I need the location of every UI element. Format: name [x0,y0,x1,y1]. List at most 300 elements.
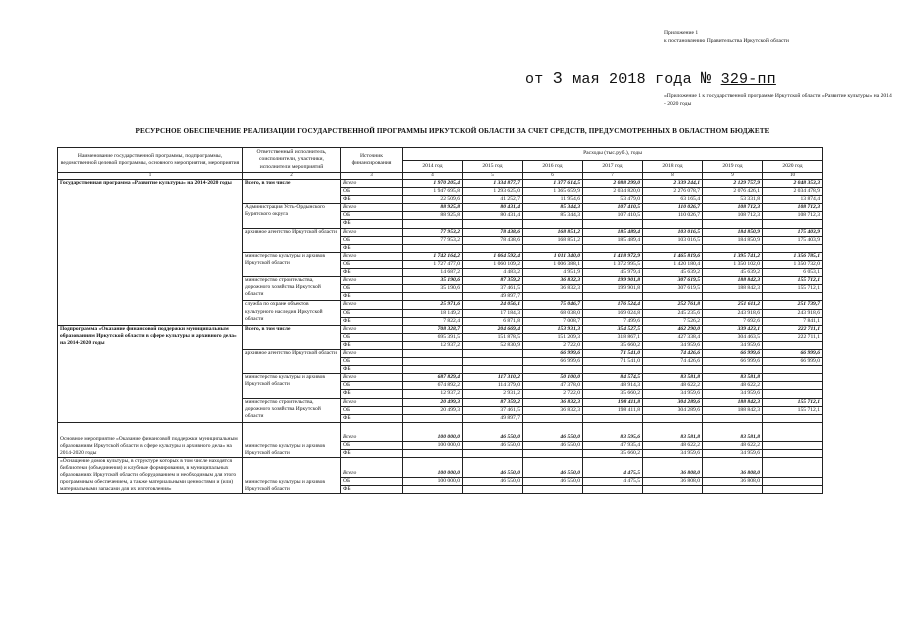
amount-cell: 2 339 244,1 [643,180,703,188]
amount-cell: 37 461,5 [463,285,523,293]
source-cell: ОБ [341,441,403,449]
resource-table [57,147,823,494]
amount-cell: 188 842,3 [703,285,763,293]
amount-cell: 168 851,2 [523,228,583,236]
amount-cell: 75 046,7 [523,301,583,309]
amount-cell: 153 931,3 [523,325,583,333]
amount-cell: 47 935,4 [583,441,643,449]
source-cell: Всего [341,301,403,309]
amount-cell: 53 331,8 [703,196,763,204]
amount-cell [763,414,823,422]
source-cell: Всего [341,458,403,478]
source-cell: Всего [341,422,403,441]
amount-cell [463,349,523,357]
amount-cell: 1 356 785,1 [763,252,823,260]
amount-cell [583,220,643,228]
amount-cell: 251 611,2 [703,301,763,309]
amount-cell: 2 076 426,1 [703,188,763,196]
amount-cell [583,244,643,252]
amount-cell: 1 970 205,4 [403,180,463,188]
amount-cell: 53 479,0 [583,196,643,204]
source-cell: ОБ [341,309,403,317]
amount-cell: 45 639,2 [643,269,703,277]
source-cell: Всего [341,252,403,260]
amount-cell: 71 541,0 [583,358,643,366]
amount-cell: 151 209,3 [523,333,583,341]
amount-cell [703,244,763,252]
year-header: 2017 год [583,161,643,173]
amount-cell: 11 954,6 [523,196,583,204]
amount-cell: 36 808,0 [643,477,703,485]
amount-cell: 695 391,5 [403,333,463,341]
amount-cell: 184 850,9 [703,236,763,244]
amount-cell: 36 832,3 [523,406,583,414]
amount-cell: 46 550,0 [523,477,583,485]
amount-cell: 6 871,8 [463,317,523,325]
amount-cell: 36 808,0 [643,458,703,478]
amount-cell: 18 149,2 [403,309,463,317]
source-cell: ОБ [341,382,403,390]
source-cell: ОБ [341,285,403,293]
amount-cell [523,220,583,228]
amount-cell: 2 034 820,0 [583,188,643,196]
amount-cell [463,486,523,494]
source-cell: ОБ [341,406,403,414]
col-header-source: Источник финансирования [341,148,403,173]
amount-cell: 427 338,4 [643,333,703,341]
amount-cell: 708 328,7 [403,325,463,333]
source-cell: ОБ [341,358,403,366]
amount-cell [763,486,823,494]
amount-cell [763,244,823,252]
amount-cell: 108 712,3 [703,204,763,212]
amount-cell: 339 423,1 [703,325,763,333]
amount-cell: 222 711,1 [763,325,823,333]
source-cell: ФБ [341,486,403,494]
amount-cell: 1 420 180,4 [643,260,703,268]
amount-cell: 78 438,6 [463,236,523,244]
table-row [58,422,823,441]
amount-cell [523,486,583,494]
amount-cell: 50 100,0 [523,374,583,382]
amount-cell: 176 524,4 [583,301,643,309]
amount-cell: 1 060 109,2 [463,260,523,268]
amount-cell: 188 842,3 [703,398,763,406]
amount-cell [583,486,643,494]
amount-cell: 100 000,0 [403,458,463,478]
source-cell: ОБ [341,477,403,485]
amount-cell: 2 034 478,9 [763,188,823,196]
amount-cell: 184 850,9 [703,228,763,236]
amount-cell: 77 953,2 [403,228,463,236]
amount-cell: 17 184,3 [463,309,523,317]
year-header: 2015 год [463,161,523,173]
source-cell: ОБ [341,260,403,268]
amount-cell: 4 951,9 [523,269,583,277]
amount-cell: 13 874,4 [763,196,823,204]
amount-cell: 251 739,7 [763,301,823,309]
amount-cell: 34 959,6 [643,341,703,349]
col-header-program: Наименование государственной программы, подпрограммы, ведомственной целевой программы, основного мероприятия, мероприятия [58,148,243,173]
amount-cell [583,293,643,301]
amount-cell: 66 999,6 [523,358,583,366]
amount-cell: 7 008,7 [523,317,583,325]
column-number: 9 [703,173,763,180]
amount-cell: 198 411,8 [583,406,643,414]
amount-cell [523,293,583,301]
amount-cell: 36 808,0 [703,458,763,478]
amount-cell: 2 088 299,0 [583,180,643,188]
executor-cell: архивное агентство Иркутской области [243,228,341,252]
number-sign: № [701,70,712,89]
amount-cell: 1 395 741,2 [703,252,763,260]
table-row [58,325,823,333]
amount-cell [463,244,523,252]
amount-cell: 34 959,6 [703,390,763,398]
amount-cell: 12 937,2 [403,341,463,349]
amount-cell [763,374,823,382]
executor-cell: министерство культуры и архивов Иркутской области [243,422,341,457]
amount-cell: 85 344,3 [523,212,583,220]
source-cell: ФБ [341,317,403,325]
amount-cell: 110 026,7 [643,212,703,220]
amount-cell: 1 742 164,2 [403,252,463,260]
year-header: 2014 год [403,161,463,173]
amount-cell: 83 595,6 [583,422,643,441]
amount-cell: 71 541,0 [583,349,643,357]
amount-cell: 4 483,2 [463,269,523,277]
program-appendix-note: «Приложение 1 к государственной программе Иркутской области «Развитие культуры» на 2014 - 2020 годы [664,93,892,107]
amount-cell: 46 550,0 [463,458,523,478]
amount-cell [463,366,523,374]
appendix-header [664,30,894,45]
col-header-executor: Ответственный исполнитель, соисполнители, участники, исполнители мероприятий [243,148,341,173]
amount-cell [523,366,583,374]
amount-cell: 204 669,4 [463,325,523,333]
amount-cell: 462 290,0 [643,325,703,333]
appendix-label: Приложение 1 [664,30,699,36]
executor-cell: министерство строительства, дорожного хозяйства Иркутской области [243,398,341,422]
column-number: 2 [243,173,341,180]
source-cell: ФБ [341,269,403,277]
amount-cell [523,414,583,422]
amount-cell: 100 000,0 [403,441,463,449]
amount-cell: 52 830,9 [463,341,523,349]
amount-cell: 49 897,7 [463,293,523,301]
amount-cell: 2 129 757,9 [703,180,763,188]
amount-cell: 674 892,2 [403,382,463,390]
amount-cell: 100 000,0 [403,477,463,485]
amount-cell: 155 712,1 [763,285,823,293]
amount-cell [763,449,823,457]
amount-cell: 66 999,0 [763,358,823,366]
year-header: 2016 год [523,161,583,173]
table-row [58,180,823,188]
amount-cell: 34 959,6 [643,449,703,457]
table-row [58,458,823,478]
source-cell: ФБ [341,366,403,374]
amount-cell [763,341,823,349]
amount-cell: 252 761,8 [643,301,703,309]
amount-cell: 20 499,3 [403,406,463,414]
amount-cell: 2 276 078,7 [643,188,703,196]
amount-cell [643,244,703,252]
amount-cell: 49 897,7 [463,414,523,422]
amount-cell [523,449,583,457]
amount-cell: 24 056,1 [463,301,523,309]
amount-cell: 243 918,6 [763,309,823,317]
source-cell: Всего [341,349,403,357]
amount-cell: 243 918,6 [703,309,763,317]
amount-cell: 34 959,6 [703,341,763,349]
amount-cell: 108 712,3 [763,204,823,212]
amount-cell: 88 925,8 [403,204,463,212]
column-number: 4 [403,173,463,180]
amount-cell: 46 550,0 [523,458,583,478]
amount-cell [763,382,823,390]
amount-cell: 117 310,2 [463,374,523,382]
amount-cell: 66 999,6 [763,349,823,357]
amount-cell: 2 048 353,3 [763,180,823,188]
page-title: РЕСУРСНОЕ ОБЕСПЕЧЕНИЕ РЕАЛИЗАЦИИ ГОСУДАРСТВЕННОЙ ПРОГРАММЫ ИРКУТСКОЙ ОБЛАСТИ ЗА СЧЕТ СРЕДСТВ, ПРЕДУСМОТРЕННЫХ В ОБЛАСТНОМ БЮДЖЕТЕ [135,127,770,135]
amount-cell: 1 372 995,5 [583,260,643,268]
amount-cell: 222 711,1 [763,333,823,341]
amount-cell: 7 499,6 [583,317,643,325]
amount-cell: 48 622,2 [643,441,703,449]
amount-cell: 6 053,1 [763,269,823,277]
amount-cell: 37 461,5 [463,406,523,414]
amount-cell: 12 937,2 [403,390,463,398]
source-cell: Всего [341,228,403,236]
year-header: 2018 год [643,161,703,173]
amount-cell: 34 959,6 [643,390,703,398]
column-number: 6 [523,173,583,180]
amount-cell [643,220,703,228]
amount-cell: 199 901,8 [583,277,643,285]
amount-cell: 35 660,2 [583,341,643,349]
amount-cell [403,220,463,228]
amount-cell: 87 359,2 [463,277,523,285]
source-cell: ФБ [341,449,403,457]
amount-cell: 1 377 614,5 [523,180,583,188]
amount-cell: 307 619,5 [643,285,703,293]
amount-cell: 78 438,6 [463,228,523,236]
executor-cell: министерство строительства, дорожного хозяйства Иркутской области [243,277,341,301]
executor-cell: министерство культуры и архивов Иркутской области [243,374,341,398]
amount-cell: 108 712,3 [763,212,823,220]
amount-cell: 35 660,2 [583,449,643,457]
amount-cell: 4 475,5 [583,458,643,478]
amount-cell: 20 499,3 [403,398,463,406]
amount-cell: 35 190,6 [403,285,463,293]
source-cell: Всего [341,180,403,188]
source-cell: Всего [341,398,403,406]
amount-cell: 2 931,2 [463,390,523,398]
amount-cell: 245 235,6 [643,309,703,317]
amount-cell: 80 431,4 [463,212,523,220]
amount-cell: 45 639,2 [703,269,763,277]
amount-cell [763,293,823,301]
amount-cell: 155 712,1 [763,398,823,406]
amount-cell: 7 841,1 [763,317,823,325]
amount-cell: 85 344,3 [523,204,583,212]
column-number: 7 [583,173,643,180]
amount-cell: 46 550,0 [463,441,523,449]
source-cell: ОБ [341,333,403,341]
amount-cell [403,244,463,252]
amount-cell: 1 006 388,1 [523,260,583,268]
amount-cell [703,220,763,228]
amount-cell: 74 426,6 [643,358,703,366]
amount-cell: 354 527,5 [583,325,643,333]
amount-cell: 74 426,6 [643,349,703,357]
amount-cell [763,366,823,374]
amount-cell [403,366,463,374]
amount-cell: 175 403,9 [763,236,823,244]
source-cell: ОБ [341,188,403,196]
amount-cell: 687 829,4 [403,374,463,382]
amount-cell: 66 999,6 [703,349,763,357]
amount-cell: 107 410,5 [583,204,643,212]
amount-cell: 103 016,5 [643,228,703,236]
amount-cell [463,358,523,366]
executor-cell: Всего, в том числе [243,180,341,204]
amount-cell: 107 410,5 [583,212,643,220]
amount-cell: 48 914,3 [583,382,643,390]
amount-cell: 87 359,2 [463,398,523,406]
appendix-to-label: к постановлению Правительства Иркутской области [664,37,789,44]
amount-cell: 1 418 972,9 [583,252,643,260]
amount-cell: 1 947 695,8 [403,188,463,196]
year-header: 2019 год [703,161,763,173]
program-name-cell: Основное мероприятие «Оказание финансовой поддержки муниципальным образованиям Иркутской области в сфере культуры и архивного дела» на 2014-2020 годы [58,422,243,457]
amount-cell: 114 379,0 [463,382,523,390]
amount-cell: 175 403,9 [763,228,823,236]
amount-cell: 188 842,3 [703,277,763,285]
amount-cell: 304 289,6 [643,398,703,406]
column-number: 1 [58,173,243,180]
amount-cell: 1 465 819,6 [643,252,703,260]
amount-cell [463,220,523,228]
amount-cell: 47 378,0 [523,382,583,390]
amount-cell: 318 867,1 [583,333,643,341]
column-number: 10 [763,173,823,180]
executor-cell: Администрация Усть-Ордынского Бурятского округа [243,204,341,228]
amount-cell: 48 622,2 [703,382,763,390]
year-header: 2020 год [763,161,823,173]
amount-cell: 1 350 732,0 [763,260,823,268]
source-cell: ОБ [341,212,403,220]
amount-cell: 48 622,2 [643,382,703,390]
amount-cell: 199 901,8 [583,285,643,293]
amount-cell: 1 064 592,4 [463,252,523,260]
resolution-date: от 3 мая 2018 года № 329-пп [525,70,776,89]
column-number: 3 [341,173,403,180]
executor-cell: министерство культуры и архивов Иркутской области [243,252,341,276]
amount-cell: 168 851,2 [523,236,583,244]
column-number: 8 [643,173,703,180]
source-cell: ФБ [341,220,403,228]
amount-cell: 7 822,4 [403,317,463,325]
amount-cell: 66 999,6 [703,358,763,366]
amount-cell: 1 334 877,7 [463,180,523,188]
amount-cell: 36 832,3 [523,277,583,285]
amount-cell: 35 660,2 [583,390,643,398]
amount-cell: 1 011 340,0 [523,252,583,260]
source-cell: ФБ [341,341,403,349]
amount-cell: 14 687,2 [403,269,463,277]
amount-cell: 80 431,4 [463,204,523,212]
amount-cell: 155 712,1 [763,277,823,285]
amount-cell [523,244,583,252]
resolution-number: 329-пп [720,71,776,88]
amount-cell: 151 878,5 [463,333,523,341]
amount-cell: 7 692,6 [703,317,763,325]
amount-cell [703,414,763,422]
amount-cell: 4 475,5 [583,477,643,485]
amount-cell: 103 016,5 [643,236,703,244]
source-cell: ФБ [341,390,403,398]
col-header-expenses: Расходы (тыс.руб.), годы [403,148,823,161]
amount-cell: 36 808,0 [703,477,763,485]
amount-cell: 36 832,3 [523,398,583,406]
amount-cell: 25 971,6 [403,301,463,309]
amount-cell [403,358,463,366]
amount-cell: 48 622,2 [703,441,763,449]
source-cell: ФБ [341,196,403,204]
amount-cell: 307 619,5 [643,277,703,285]
amount-cell: 1 350 102,0 [703,260,763,268]
amount-cell [643,414,703,422]
amount-cell: 185 489,4 [583,236,643,244]
source-cell: Всего [341,325,403,333]
amount-cell: 41 252,7 [463,196,523,204]
program-name-cell: Государственная программа «Развитие культуры» на 2014-2020 годы [58,180,243,326]
program-name-cell: «Оснащение домов культуры, в структуре которых в том числе находятся библиотеки (объединения) и клубные формирования, в муниципальных образованиях Иркутской области оборудованием и необходимым для этого программным обеспечением, а также материальными ценностями и (или) материальными запасами для их изготовления» [58,458,243,494]
source-cell: Всего [341,374,403,382]
source-cell: ФБ [341,293,403,301]
program-name-cell: Подпрограмма «Оказание финансовой поддержки муниципальным образованиям Иркутской области в сфере культуры и архивного дела» на 2014-2020 годы [58,325,243,422]
amount-cell [643,486,703,494]
source-cell: ФБ [341,414,403,422]
amount-cell: 68 038,0 [523,309,583,317]
amount-cell: 1 293 625,0 [463,188,523,196]
amount-cell: 46 550,0 [523,422,583,441]
amount-cell: 185 489,4 [583,228,643,236]
amount-cell: 169 024,8 [583,309,643,317]
amount-cell: 83 581,8 [643,422,703,441]
amount-cell: 83 581,8 [643,374,703,382]
amount-cell: 77 953,2 [403,236,463,244]
amount-cell: 45 979,4 [583,269,643,277]
amount-cell [763,220,823,228]
amount-cell: 83 581,8 [703,374,763,382]
amount-cell: 46 550,0 [463,422,523,441]
amount-cell: 1 727 477,0 [403,260,463,268]
amount-cell [763,477,823,485]
amount-cell [403,414,463,422]
amount-cell: 188 842,3 [703,406,763,414]
amount-cell [703,486,763,494]
source-cell: Всего [341,277,403,285]
executor-cell: Всего, в том числе [243,325,341,349]
executor-cell: архивное агентство Иркутской области [243,349,341,373]
amount-cell [643,366,703,374]
amount-cell [643,293,703,301]
amount-cell [703,366,763,374]
amount-cell: 100 000,0 [403,422,463,441]
amount-cell: 36 832,3 [523,285,583,293]
